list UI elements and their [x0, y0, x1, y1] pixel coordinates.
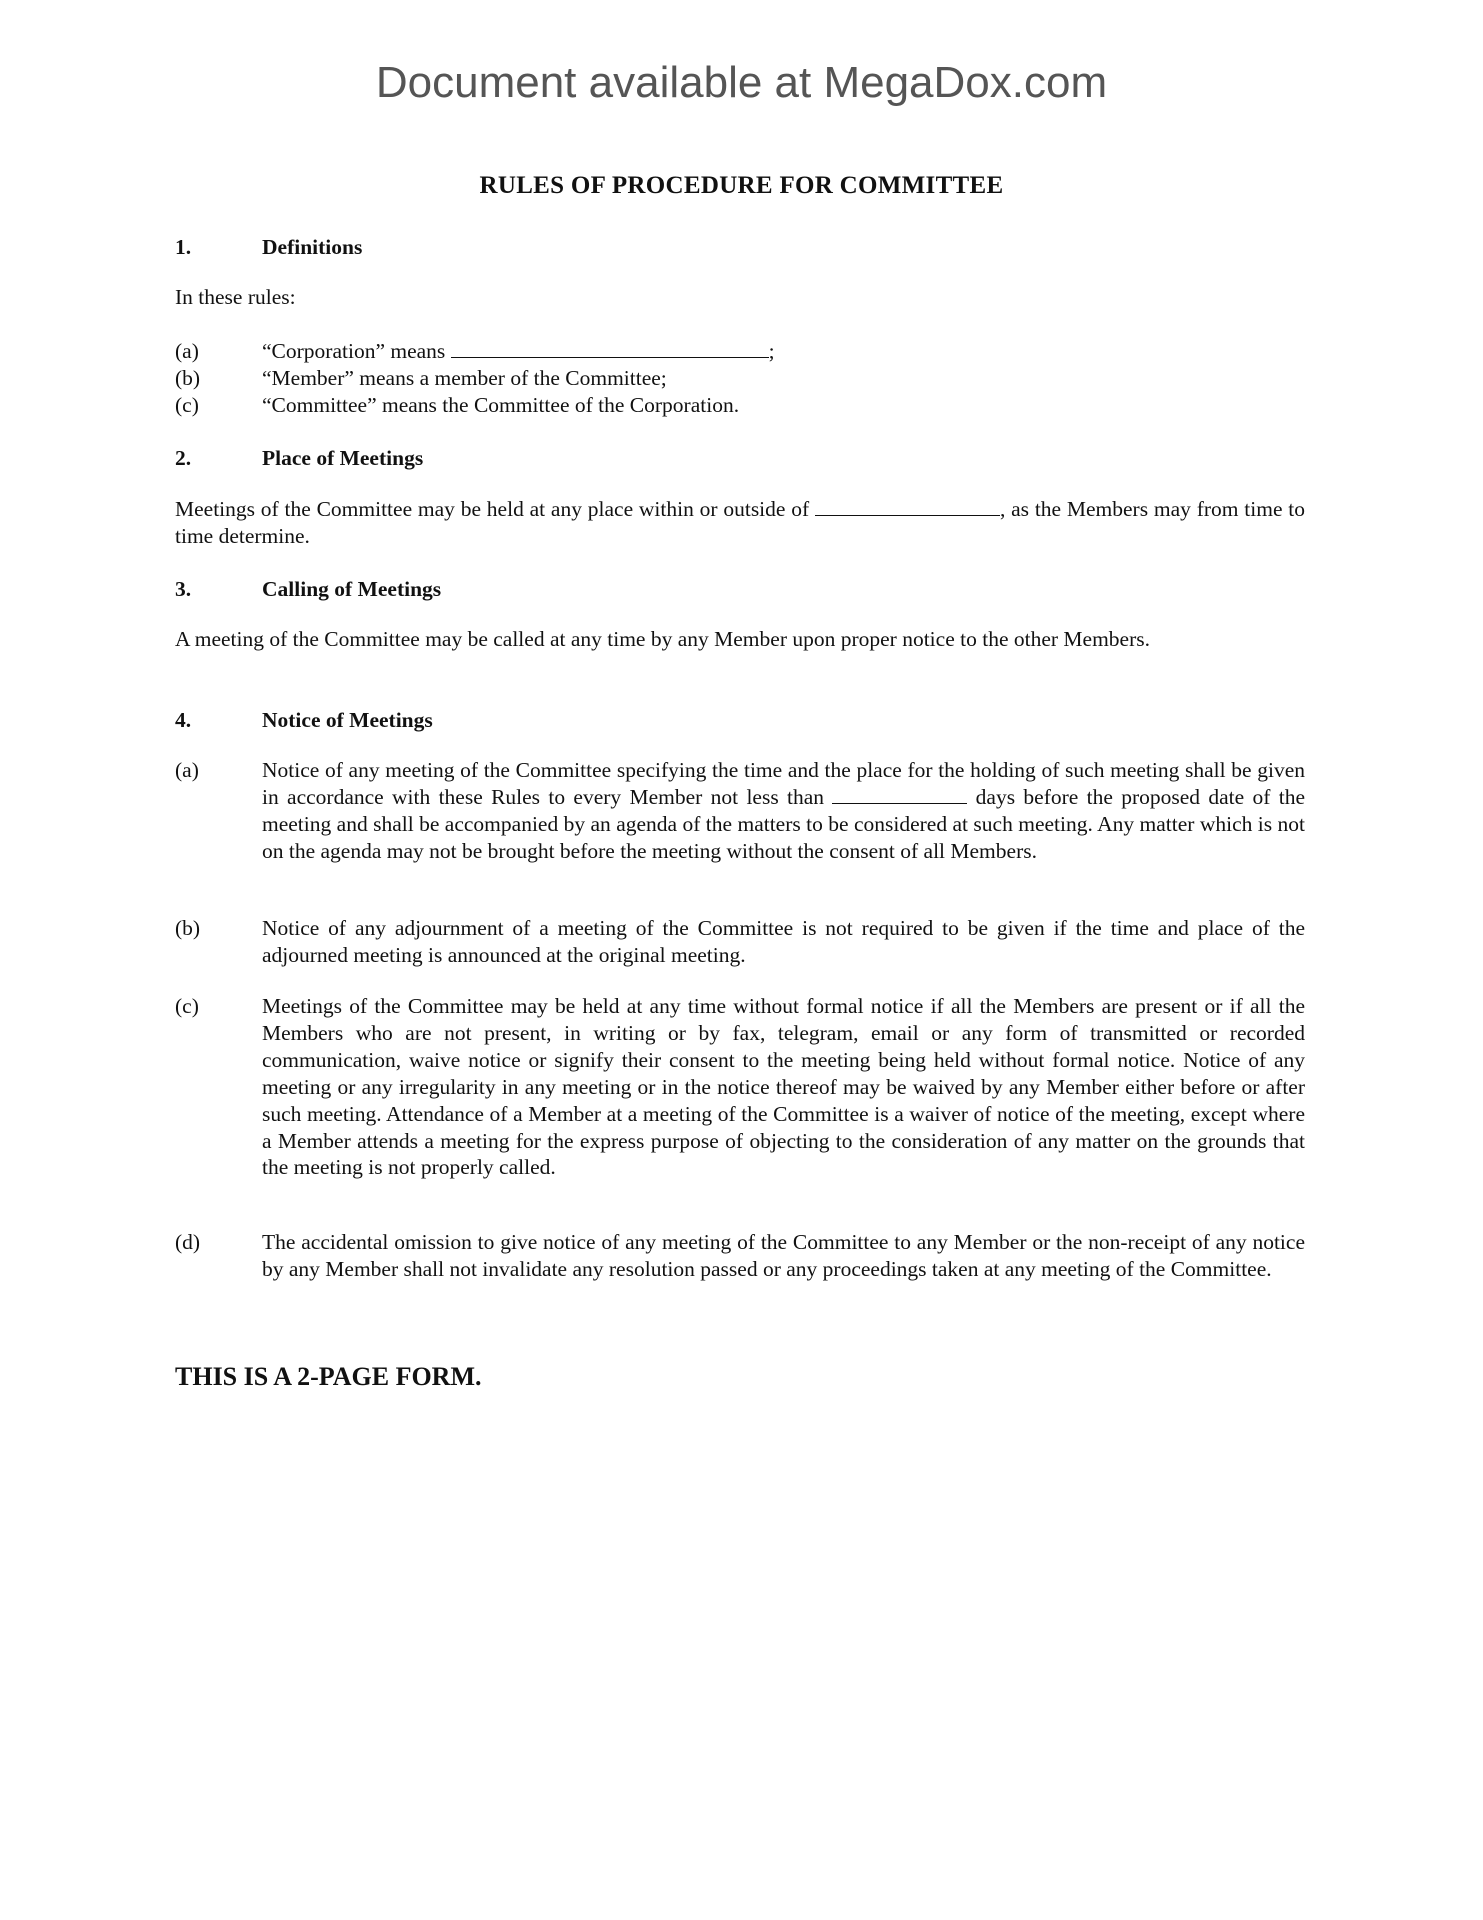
notice-item-b: (b) Notice of any adjournment of a meeting of the Committee is not required to be given if the time and place of the adjourned meeting is announced at the original meeting. [175, 916, 1305, 967]
definition-b: (b) “Member” means a member of the Committee; [175, 365, 667, 390]
section-2-text: Meetings of the Committee may be held at any place within or outside of , as the Members may from time to time determine. [175, 497, 1306, 548]
definitions-list [175, 338, 1305, 419]
section-1-heading: 1. Definitions [175, 235, 363, 259]
section-3-heading: 3. Calling of Meetings [175, 577, 442, 601]
document-title: RULES OF PROCEDURE FOR COMMITTEE [479, 172, 1004, 199]
watermark: Document available at MegaDox.com [375, 58, 1108, 107]
section-3-text: A meeting of the Committee may be called at any time by any Member upon proper notice to the other Members. [175, 627, 1150, 651]
definition-c: (c) “Committee” means the Committee of the Corporation. [175, 392, 740, 417]
notice-item-d: (d) The accidental omission to give notice of any meeting of the Committee to any Member or the non-receipt of any notice by any Member shall not invalidate any resolution passed or any proceedings taken at any meeting of the Committee. [175, 1230, 1305, 1281]
section-2-heading: 2. Place of Meetings [175, 446, 424, 470]
notice-item-a: (a) Notice of any meeting of the Committee specifying the time and the place for the holding of such meeting shall be given in accordance with these Rules to every Member not less than days before the proposed date of the meeting and shall be accompanied by an agenda of the matters to be considered at such meeting. Any matter which is not on the agenda may not be brought before the meeting without the consent of all Members. [175, 758, 1305, 863]
page-count-note: THIS IS A 2-PAGE FORM. [175, 1362, 482, 1391]
corporation-blank[interactable] [451, 339, 769, 358]
definition-a: (a) “Corporation” means ; [175, 339, 775, 363]
section-4-heading: 4. Notice of Meetings [175, 708, 433, 732]
notice-item-c: (c) Meetings of the Committee may be held at any time without formal notice if all the Members are present or if all the Members who are not present, in writing or by fax, telegram, email or any form of transmitted or recorded communication, waive notice or signify their consent to the meeting being held without formal notice. Notice of any meeting or any irregularity in any meeting or in the notice thereof may be waived by any Member either before or after such meeting. Attendance of a Member at a meeting of the Committee is a waiver of notice of the meeting, except where a Member attends a meeting for the express purpose of objecting to the consideration of any matter on the grounds that the meeting is not properly called. [175, 994, 1305, 1180]
days-blank[interactable] [832, 785, 967, 804]
place-blank[interactable] [815, 497, 1000, 516]
section-1-intro: In these rules: [175, 285, 296, 309]
